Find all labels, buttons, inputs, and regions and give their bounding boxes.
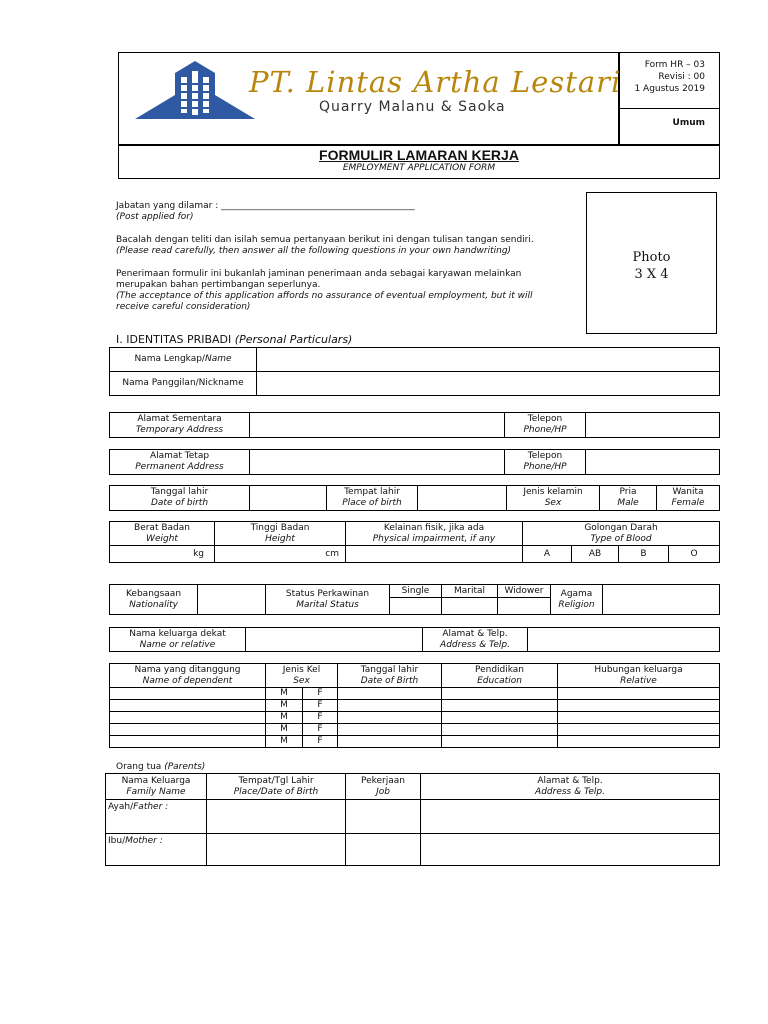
widower-label: Widower bbox=[498, 585, 551, 598]
marital-checkbox[interactable] bbox=[442, 598, 498, 615]
dob-label: Tanggal lahir Date of birth bbox=[110, 486, 250, 511]
company-header bbox=[118, 52, 622, 145]
parent-address-header: Alamat & Telp. Address & Telp. bbox=[421, 774, 720, 800]
sex-m-option[interactable]: M bbox=[266, 700, 303, 712]
post-applied-label-en: (Post applied for) bbox=[116, 212, 194, 222]
relative-name-label: Nama keluarga dekat Name or relative bbox=[110, 628, 246, 652]
table-row bbox=[110, 688, 720, 700]
perm-phone-input[interactable] bbox=[586, 450, 720, 475]
impairment-input[interactable] bbox=[346, 546, 523, 563]
table-row bbox=[110, 700, 720, 712]
table-row bbox=[110, 724, 720, 736]
sex-f-option[interactable]: F bbox=[303, 688, 338, 700]
parents-title: Orang tua (Parents) bbox=[116, 762, 206, 772]
birth-table bbox=[109, 485, 720, 511]
sex-f-option[interactable]: F bbox=[303, 700, 338, 712]
pob-label: Tempat lahir Place of birth bbox=[327, 486, 418, 511]
temp-address-input[interactable] bbox=[250, 413, 505, 438]
sex-f-option[interactable]: F bbox=[303, 724, 338, 736]
revision: Revisi : 00 bbox=[658, 72, 705, 82]
instruction-text: Bacalah dengan teliti dan isilah semua pertanyaan berikut ini dengan tulisan tangan sendiri. bbox=[116, 235, 534, 245]
pob-input[interactable] bbox=[418, 486, 507, 511]
disclaimer-text-2: merupakan bahan pertimbangan seperlunya. bbox=[116, 280, 321, 290]
form-number: Form HR – 03 bbox=[644, 60, 705, 70]
weight-input[interactable]: kg bbox=[110, 546, 215, 563]
sex-female-option[interactable]: Wanita Female bbox=[657, 486, 720, 511]
temp-phone-input[interactable] bbox=[586, 413, 720, 438]
nickname-input[interactable] bbox=[257, 372, 720, 396]
father-birth-input[interactable] bbox=[207, 800, 346, 834]
blood-ab-option[interactable]: AB bbox=[572, 546, 619, 563]
sex-label: Jenis kelamin Sex bbox=[507, 486, 600, 511]
instruction-text-en: (Please read carefully, then answer all the following questions in your own handwriting) bbox=[116, 246, 512, 256]
post-applied-field[interactable] bbox=[116, 201, 415, 223]
form-info-box bbox=[619, 52, 720, 145]
disclaimer-text-1: Penerimaan formulir ini bukanlah jaminan penerimaan anda sebagai karyawan melainkan bbox=[116, 269, 522, 279]
nationality-input[interactable] bbox=[198, 585, 266, 615]
form-subtitle: EMPLOYMENT APPLICATION FORM bbox=[342, 163, 496, 173]
blood-o-option[interactable]: O bbox=[669, 546, 720, 563]
name-table bbox=[109, 347, 720, 396]
form-category: Umum bbox=[672, 118, 705, 128]
perm-phone-label: Telepon Phone/HP bbox=[505, 450, 586, 475]
parent-birth-header: Tempat/Tgl Lahir Place/Date of Birth bbox=[207, 774, 346, 800]
disclaimer-text-en-2: receive careful consideration) bbox=[116, 302, 251, 312]
weight-label: Berat Badan Weight bbox=[110, 522, 215, 546]
mother-birth-input[interactable] bbox=[207, 834, 346, 866]
parent-name-header: Nama Keluarga Family Name bbox=[106, 774, 207, 800]
blood-b-option[interactable]: B bbox=[619, 546, 669, 563]
sex-male-option[interactable]: Pria Male bbox=[600, 486, 657, 511]
full-name-label: Nama Lengkap/Name bbox=[110, 348, 257, 372]
sex-m-option[interactable]: M bbox=[266, 724, 303, 736]
perm-address-input[interactable] bbox=[250, 450, 505, 475]
parents-table bbox=[105, 773, 720, 866]
full-name-input[interactable] bbox=[257, 348, 720, 372]
father-job-input[interactable] bbox=[346, 800, 421, 834]
company-subtitle: Quarry Malanu & Saoka bbox=[319, 99, 506, 115]
nickname-label: Nama Panggilan/Nickname bbox=[110, 372, 257, 396]
height-input[interactable]: cm bbox=[215, 546, 346, 563]
dependents-table bbox=[109, 663, 720, 748]
photo-label: Photo bbox=[632, 250, 671, 265]
sex-m-option[interactable]: M bbox=[266, 688, 303, 700]
sex-f-option[interactable]: F bbox=[303, 712, 338, 724]
disclaimer-text-en-1: (The acceptance of this application affords no assurance of eventual employment, but it will bbox=[116, 291, 533, 301]
temp-phone-label: Telepon Phone/HP bbox=[505, 413, 586, 438]
religion-input[interactable] bbox=[603, 585, 720, 615]
religion-label: Agama Religion bbox=[551, 585, 603, 615]
sex-f-option[interactable]: F bbox=[303, 736, 338, 748]
single-label: Single bbox=[390, 585, 442, 598]
father-address-input[interactable] bbox=[421, 800, 720, 834]
physical-table bbox=[109, 521, 720, 563]
form-title-box bbox=[118, 145, 720, 179]
parent-job-header: Pekerjaan Job bbox=[346, 774, 421, 800]
marital-label: Marital bbox=[442, 585, 498, 598]
blood-a-option[interactable]: A bbox=[523, 546, 572, 563]
temp-address-table bbox=[109, 412, 720, 438]
company-logo-icon bbox=[135, 59, 255, 121]
single-checkbox[interactable] bbox=[390, 598, 442, 615]
company-name: PT. Lintas Artha Lestari bbox=[249, 65, 622, 99]
relative-address-input[interactable] bbox=[528, 628, 720, 652]
height-label: Tinggi Badan Height bbox=[215, 522, 346, 546]
dependent-sex-header: Jenis Kel Sex bbox=[266, 664, 338, 688]
section-title: I. IDENTITAS PRIBADI (Personal Particulars) bbox=[116, 333, 353, 346]
sex-m-option[interactable]: M bbox=[266, 712, 303, 724]
nationality-label: Kebangsaan Nationality bbox=[110, 585, 198, 615]
temp-address-label: Alamat Sementara Temporary Address bbox=[110, 413, 250, 438]
perm-address-label: Alamat Tetap Permanent Address bbox=[110, 450, 250, 475]
post-applied-label: Jabatan yang dilamar : ___________________________________________ bbox=[116, 201, 415, 211]
marital-status-label: Status Perkawinan Marital Status bbox=[266, 585, 390, 615]
impairment-label: Kelainan fisik, jika ada Physical impairment, if any bbox=[346, 522, 523, 546]
sex-m-option[interactable]: M bbox=[266, 736, 303, 748]
dependent-relation-header: Hubungan keluarga Relative bbox=[558, 664, 720, 688]
widower-checkbox[interactable] bbox=[498, 598, 551, 615]
relative-name-input[interactable] bbox=[246, 628, 423, 652]
photo-box[interactable] bbox=[586, 192, 717, 334]
form-title: FORMULIR LAMARAN KERJA bbox=[319, 147, 519, 163]
relative-address-label: Alamat & Telp. Address & Telp. bbox=[423, 628, 528, 652]
marital-table bbox=[109, 584, 720, 615]
dependent-name-header: Nama yang ditanggung Name of dependent bbox=[110, 664, 266, 688]
table-row bbox=[110, 736, 720, 748]
mother-address-input[interactable] bbox=[421, 834, 720, 866]
mother-job-input[interactable] bbox=[346, 834, 421, 866]
photo-size-label: 3 X 4 bbox=[634, 267, 669, 282]
perm-address-table bbox=[109, 449, 720, 475]
relative-table bbox=[109, 627, 720, 652]
blood-type-label: Golongan Darah Type of Blood bbox=[523, 522, 720, 546]
dependent-education-header: Pendidikan Education bbox=[442, 664, 558, 688]
dob-input[interactable] bbox=[250, 486, 327, 511]
dependent-dob-header: Tanggal lahir Date of Birth bbox=[338, 664, 442, 688]
form-date: 1 Agustus 2019 bbox=[634, 84, 705, 94]
mother-label[interactable]: Ibu/Mother : bbox=[106, 834, 207, 866]
table-row bbox=[110, 712, 720, 724]
father-label[interactable]: Ayah/Father : bbox=[106, 800, 207, 834]
